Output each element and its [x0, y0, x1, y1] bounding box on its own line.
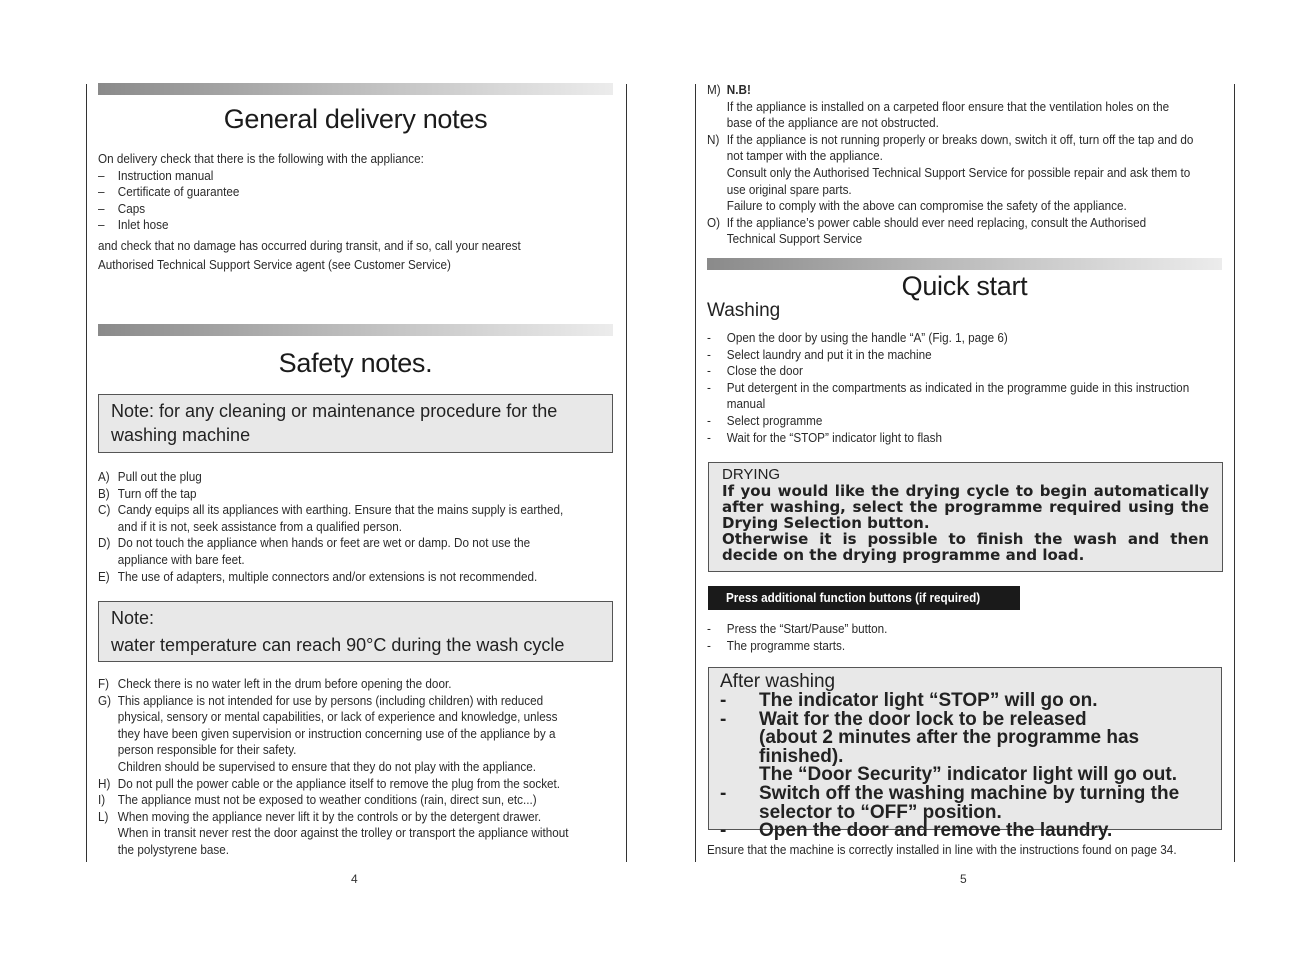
list-item: - Wait for the door lock to be released (about 2 minutes after the programme has finished). The “Door Security” indicator light will go out. — [720, 708, 1178, 786]
list-item: - Select laundry and put it in the machine — [707, 346, 932, 362]
list-item: - Close the door — [707, 363, 803, 379]
drying-text-2: Otherwise it is possible to finish the wash and then decide on the drying programme and load. — [722, 530, 1209, 564]
delivery-closing-line-1: and check that no damage has occurred during transit, and if so, call your nearest — [98, 237, 521, 253]
start-steps — [707, 621, 1225, 654]
drying-text-1: If you would like the drying cycle to begin automatically after washing, select the programme required using the Drying Selection button. — [722, 482, 1209, 532]
installation-footer-note: Ensure that the machine is correctly installed in line with the instructions found on page 34. — [707, 842, 1177, 857]
washing-subtitle: Washing — [707, 300, 781, 321]
list-item: O) If the appliance’s power cable should ever need replacing, consult the Authorised Technical Support Service — [707, 214, 1147, 247]
list-item: G) This appliance is not intended for use by persons (including children) with reduced physical, sensory or mental capabilities, or lack of experience and knowledge, unless they have been given supervision or instruction concerning use of the appliance by a person responsible for their safety. Children should be supervised to ensure that they do not play with the appliance. — [98, 692, 558, 774]
list-item: – Inlet hose — [98, 217, 169, 233]
list-item: - The programme starts. — [707, 637, 846, 653]
water-temperature-note-line-1: Note: — [111, 608, 155, 628]
safety-header-bar — [98, 324, 613, 336]
list-item: E) The use of adapters, multiple connectors and/or extensions is not recommended. — [98, 568, 538, 584]
after-washing-heading: After washing — [720, 671, 836, 692]
list-item: N) If the appliance is not running properly or breaks down, switch it off, turn off the tap and do not tamper with the appliance. Consult only the Authorised Technical Support Service for possible repair and ask them to use original spare parts. Failure to comply with the above can compromise the safety of the appliance. — [707, 131, 1194, 214]
quick-start-header-bar — [707, 258, 1222, 270]
list-item: L) When moving the appliance never lift it by the controls or by the detergent drawer. When in transit never rest the door against the trolley or transport the appliance without the polystyrene base. — [98, 808, 569, 857]
water-temperature-note-line-2: water temperature can reach 90°C during the wash cycle — [111, 635, 565, 655]
after-washing-list — [720, 692, 1210, 841]
page-number-left: 4 — [351, 872, 358, 886]
right-page-left-rule — [695, 84, 696, 862]
delivery-header-bar — [98, 83, 613, 95]
page-number-right: 5 — [960, 872, 967, 886]
list-item: - Press the “Start/Pause” button. — [707, 621, 888, 636]
safety-title: Safety notes. — [278, 348, 433, 378]
water-temperature-note-box — [98, 601, 613, 662]
left-page-left-rule — [86, 84, 87, 862]
left-page-right-rule — [626, 84, 627, 862]
maintenance-note-box — [98, 394, 613, 453]
delivery-intro: On delivery check that there is the following with the appliance: — [98, 151, 424, 166]
list-item: H) Do not pull the power cable or the appliance itself to remove the plug from the socket. — [98, 775, 561, 791]
list-item: I) The appliance must not be exposed to weather conditions (rain, direct sun, etc...) — [98, 792, 537, 808]
list-item: F) Check there is no water left in the drum before opening the door. — [98, 676, 452, 691]
list-item: – Instruction manual — [98, 167, 214, 183]
list-item: C) Candy equips all its appliances with earthing. Ensure that the mains supply is earthed, and if it is not, seek assistance from a qualified person. — [98, 502, 564, 534]
list-item: - Open the door and remove the laundry. — [720, 820, 1113, 842]
list-item: D) Do not touch the appliance when hands or feet are wet or damp. Do not use the appliance with bare feet. — [98, 535, 531, 567]
drying-note-box — [708, 462, 1223, 572]
safety-list-m-o — [707, 82, 1225, 248]
list-item: – Caps — [98, 200, 146, 216]
right-page-right-rule — [1234, 84, 1235, 862]
list-item: – Certificate of guarantee — [98, 184, 240, 200]
list-item: M) N.B! If the appliance is installed on a carpeted floor ensure that the ventilation holes on the base of the appliance are not obstructed. — [707, 82, 1170, 131]
safety-list-a-e — [98, 469, 616, 585]
list-item: A) Pull out the plug — [98, 469, 202, 484]
quick-start-title: Quick start — [901, 271, 1028, 301]
washing-steps — [707, 330, 1225, 446]
after-washing-box — [708, 667, 1222, 842]
delivery-item-list — [98, 168, 616, 234]
delivery-closing-line-2: Authorised Technical Support Service agent (see Customer Service) — [98, 256, 451, 272]
list-item: - Put detergent in the compartments as indicated in the programme guide in this instruction manual — [707, 379, 1190, 412]
drying-heading: DRYING — [722, 466, 781, 483]
delivery-title: General delivery notes — [223, 104, 488, 134]
list-item: - Select programme — [707, 412, 823, 428]
delivery-notes — [98, 151, 616, 273]
safety-list-f-l — [98, 676, 616, 859]
list-item: B) Turn off the tap — [98, 485, 197, 501]
list-item: - Open the door by using the handle “A” (Fig. 1, page 6) — [707, 330, 1008, 345]
list-item: - Wait for the “STOP” indicator light to flash — [707, 429, 943, 445]
maintenance-note-line-1: Note: for any cleaning or maintenance procedure for the — [111, 401, 558, 421]
list-item: - Switch off the washing machine by turning the selector to “OFF” position. — [720, 782, 1180, 823]
list-item: - The indicator light “STOP” will go on. — [720, 690, 1098, 711]
function-buttons-banner — [708, 586, 1020, 610]
maintenance-note-line-2: washing machine — [111, 425, 251, 445]
function-buttons-banner-text: Press additional function buttons (if required) — [726, 590, 981, 605]
